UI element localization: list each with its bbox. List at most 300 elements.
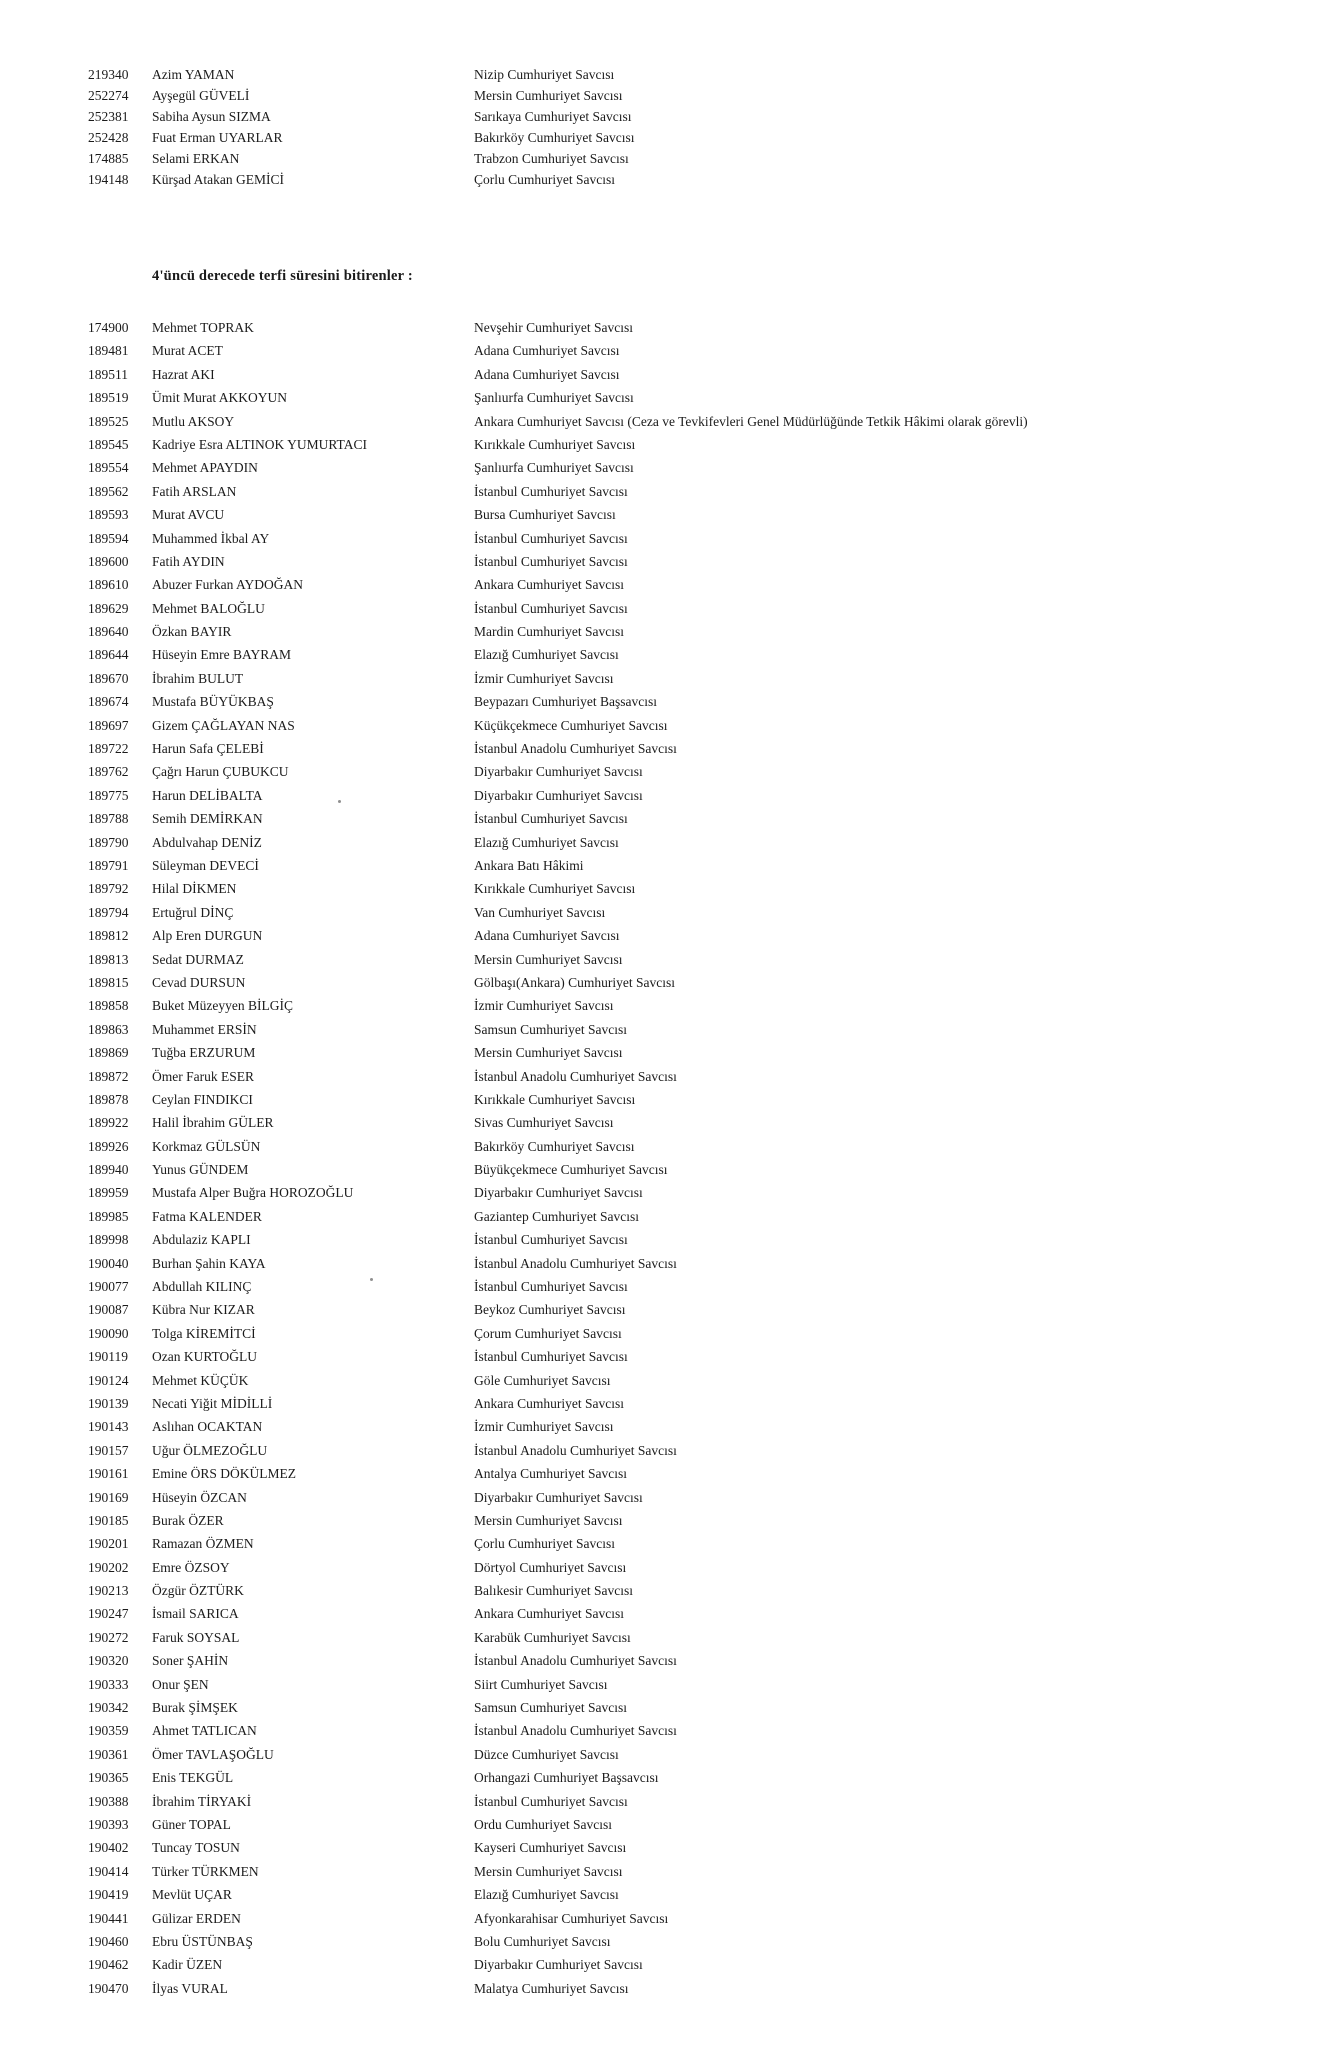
list-row <box>0 1065 1335 1088</box>
person-name: Harun DELİBALTA <box>152 787 263 803</box>
list-row <box>0 169 1335 190</box>
list-row <box>0 1743 1335 1766</box>
list-row <box>0 1602 1335 1625</box>
registry-number: 190143 <box>88 1419 129 1435</box>
list-row <box>0 1439 1335 1462</box>
list-row <box>0 690 1335 713</box>
person-title: Sarıkaya Cumhuriyet Savcısı <box>474 109 632 124</box>
list-row <box>0 901 1335 924</box>
registry-number: 189640 <box>88 624 129 640</box>
registry-number: 174885 <box>88 151 129 166</box>
person-title: İstanbul Cumhuriyet Savcısı <box>474 1793 628 1809</box>
registry-number: 189593 <box>88 507 129 523</box>
list-row <box>0 784 1335 807</box>
scan-artifact <box>338 800 341 803</box>
person-name: Abdulvahap DENİZ <box>152 834 262 850</box>
person-title: Orhangazi Cumhuriyet Başsavcısı <box>474 1770 659 1786</box>
list-row <box>0 831 1335 854</box>
person-name: Mustafa BÜYÜKBAŞ <box>152 694 274 710</box>
person-name: Ömer TAVLAŞOĞLU <box>152 1746 274 1762</box>
list-row <box>0 550 1335 573</box>
list-row <box>0 1345 1335 1368</box>
person-title: Çorum Cumhuriyet Savcısı <box>474 1325 622 1341</box>
person-name: Aslıhan OCAKTAN <box>152 1419 263 1435</box>
list-row <box>0 643 1335 666</box>
registry-number: 190247 <box>88 1606 129 1622</box>
person-title: Diyarbakır Cumhuriyet Savcısı <box>474 787 643 803</box>
list-row <box>0 527 1335 550</box>
person-title: Samsun Cumhuriyet Savcısı <box>474 1021 627 1037</box>
registry-number: 189922 <box>88 1115 129 1131</box>
person-name: Abdullah KILINÇ <box>152 1279 252 1295</box>
registry-number: 194148 <box>88 172 129 187</box>
section-heading: 4'üncü derecede terfi süresini bitirenler : <box>152 268 413 284</box>
person-title: Trabzon Cumhuriyet Savcısı <box>474 151 629 166</box>
registry-number: 190213 <box>88 1583 129 1599</box>
registry-number: 189644 <box>88 647 129 663</box>
person-title: Mersin Cumhuriyet Savcısı <box>474 1045 623 1061</box>
person-title: İstanbul Cumhuriyet Savcısı <box>474 1279 628 1295</box>
list-row <box>0 1673 1335 1696</box>
list-row <box>0 1977 1335 2000</box>
registry-number: 190320 <box>88 1653 129 1669</box>
promotion-list-top <box>0 64 1335 190</box>
list-row <box>0 148 1335 169</box>
person-title: İzmir Cumhuriyet Savcısı <box>474 998 614 1014</box>
registry-number: 190414 <box>88 1863 129 1879</box>
person-name: Özgür ÖZTÜRK <box>152 1583 244 1599</box>
registry-number: 189762 <box>88 764 129 780</box>
registry-number: 190161 <box>88 1466 129 1482</box>
person-name: Faruk SOYSAL <box>152 1629 240 1645</box>
registry-number: 190365 <box>88 1770 129 1786</box>
person-name: Burhan Şahin KAYA <box>152 1255 266 1271</box>
list-row <box>0 1275 1335 1298</box>
registry-number: 189674 <box>88 694 129 710</box>
person-title: İstanbul Cumhuriyet Savcısı <box>474 1232 628 1248</box>
list-row <box>0 877 1335 900</box>
person-name: Süleyman DEVECİ <box>152 857 259 873</box>
person-title: Küçükçekmece Cumhuriyet Savcısı <box>474 717 668 733</box>
person-title: Nizip Cumhuriyet Savcısı <box>474 67 615 82</box>
registry-number: 190157 <box>88 1442 129 1458</box>
person-name: Murat AVCU <box>152 507 225 523</box>
person-name: Hüseyin ÖZCAN <box>152 1489 247 1505</box>
person-name: Kadriye Esra ALTINOK YUMURTACI <box>152 436 367 452</box>
person-name: Çağrı Harun ÇUBUKCU <box>152 764 289 780</box>
list-row <box>0 410 1335 433</box>
person-title: İstanbul Anadolu Cumhuriyet Savcısı <box>474 1255 677 1271</box>
list-row <box>0 1322 1335 1345</box>
person-name: Özkan BAYIR <box>152 624 232 640</box>
person-name: Azim YAMAN <box>152 67 235 82</box>
registry-number: 189790 <box>88 834 129 850</box>
list-row <box>0 1181 1335 1204</box>
person-name: Uğur ÖLMEZOĞLU <box>152 1442 268 1458</box>
registry-number: 190393 <box>88 1817 129 1832</box>
person-name: Ramazan ÖZMEN <box>152 1536 254 1552</box>
list-row <box>0 1158 1335 1181</box>
person-title: Ankara Cumhuriyet Savcısı <box>474 1606 624 1622</box>
list-row <box>0 597 1335 620</box>
registry-number: 189610 <box>88 577 129 593</box>
list-row <box>0 667 1335 690</box>
list-row <box>0 106 1335 127</box>
registry-number: 190201 <box>88 1536 129 1552</box>
person-title: Göle Cumhuriyet Savcısı <box>474 1372 611 1388</box>
person-name: Tolga KİREMİTCİ <box>152 1325 256 1341</box>
person-title: İstanbul Anadolu Cumhuriyet Savcısı <box>474 741 677 757</box>
person-name: Gülizar ERDEN <box>152 1910 241 1926</box>
registry-number: 189697 <box>88 717 129 733</box>
person-title: Balıkesir Cumhuriyet Savcısı <box>474 1583 633 1599</box>
person-title: Mersin Cumhuriyet Savcısı <box>474 951 623 967</box>
list-row <box>0 971 1335 994</box>
person-title: İstanbul Cumhuriyet Savcısı <box>474 530 628 546</box>
person-title: Bakırköy Cumhuriyet Savcısı <box>474 130 635 145</box>
list-row <box>0 924 1335 947</box>
list-row <box>0 1509 1335 1532</box>
list-row <box>0 1626 1335 1649</box>
registry-number: 190077 <box>88 1279 129 1295</box>
list-row <box>0 1205 1335 1228</box>
registry-number: 189959 <box>88 1185 129 1201</box>
person-title: Diyarbakır Cumhuriyet Savcısı <box>474 1957 643 1973</box>
person-name: Güner TOPAL <box>152 1817 231 1832</box>
person-name: Ozan KURTOĞLU <box>152 1349 258 1365</box>
registry-number: 190359 <box>88 1723 129 1739</box>
person-name: İsmail SARICA <box>152 1606 239 1622</box>
person-title: Kırıkkale Cumhuriyet Savcısı <box>474 881 636 897</box>
person-name: Murat ACET <box>152 343 223 359</box>
person-name: Muhammed İkbal AY <box>152 530 270 546</box>
person-title: İstanbul Cumhuriyet Savcısı <box>474 1349 628 1365</box>
person-name: Abdulaziz KAPLI <box>152 1232 251 1248</box>
person-name: Ömer Faruk ESER <box>152 1068 254 1084</box>
list-row <box>0 1532 1335 1555</box>
list-row <box>0 573 1335 596</box>
person-name: Emine ÖRS DÖKÜLMEZ <box>152 1466 296 1482</box>
list-row <box>0 714 1335 737</box>
person-name: Gizem ÇAĞLAYAN NAS <box>152 717 295 733</box>
person-name: Yunus GÜNDEM <box>152 1162 249 1178</box>
person-title: Çorlu Cumhuriyet Savcısı <box>474 1536 615 1552</box>
registry-number: 252381 <box>88 109 129 124</box>
person-name: Ertuğrul DİNÇ <box>152 904 234 920</box>
person-title: İzmir Cumhuriyet Savcısı <box>474 1419 614 1435</box>
person-name: Mustafa Alper Buğra HOROZOĞLU <box>152 1185 354 1201</box>
person-name: Buket Müzeyyen BİLGİÇ <box>152 998 293 1014</box>
person-title: Dörtyol Cumhuriyet Savcısı <box>474 1559 627 1575</box>
list-row <box>0 1836 1335 1859</box>
registry-number: 190388 <box>88 1793 129 1809</box>
person-title: İstanbul Anadolu Cumhuriyet Savcısı <box>474 1723 677 1739</box>
list-row <box>0 1415 1335 1438</box>
person-name: Abuzer Furkan AYDOĞAN <box>152 577 303 593</box>
list-row <box>0 1228 1335 1251</box>
registry-number: 190202 <box>88 1559 129 1575</box>
list-row <box>0 1766 1335 1789</box>
person-title: Gölbaşı(Ankara) Cumhuriyet Savcısı <box>474 974 675 990</box>
person-title: Kayseri Cumhuriyet Savcısı <box>474 1840 627 1856</box>
person-title: İstanbul Cumhuriyet Savcısı <box>474 600 628 616</box>
person-title: Karabük Cumhuriyet Savcısı <box>474 1629 631 1645</box>
registry-number: 189481 <box>88 343 129 359</box>
person-name: İbrahim BULUT <box>152 670 244 686</box>
person-title: İstanbul Anadolu Cumhuriyet Savcısı <box>474 1653 677 1669</box>
list-row <box>0 807 1335 830</box>
list-row <box>0 1790 1335 1813</box>
person-name: Mutlu AKSOY <box>152 413 235 429</box>
registry-number: 189998 <box>88 1232 129 1248</box>
list-row <box>0 948 1335 971</box>
registry-number: 189812 <box>88 928 129 944</box>
list-row <box>0 456 1335 479</box>
person-name: Emre ÖZSOY <box>152 1559 230 1575</box>
list-row <box>0 1111 1335 1134</box>
person-title: Beykoz Cumhuriyet Savcısı <box>474 1302 626 1318</box>
person-name: Ebru ÜSTÜNBAŞ <box>152 1933 253 1949</box>
person-title: Bolu Cumhuriyet Savcısı <box>474 1933 611 1949</box>
list-row <box>0 1135 1335 1158</box>
person-name: Burak ÖZER <box>152 1512 224 1528</box>
list-row <box>0 433 1335 456</box>
person-title: Ankara Cumhuriyet Savcısı (Ceza ve Tevkifevleri Genel Müdürlüğünde Tetkik Hâkimi olarak görevli) <box>474 413 1028 429</box>
person-name: Halil İbrahim GÜLER <box>152 1115 274 1131</box>
registry-number: 190402 <box>88 1840 129 1856</box>
list-row <box>0 363 1335 386</box>
person-title: Beypazarı Cumhuriyet Başsavcısı <box>474 694 657 710</box>
person-title: Mersin Cumhuriyet Savcısı <box>474 88 623 103</box>
person-name: Tuncay TOSUN <box>152 1840 240 1856</box>
list-row <box>0 1813 1335 1836</box>
list-row <box>0 480 1335 503</box>
registry-number: 190124 <box>88 1372 129 1388</box>
registry-number: 189869 <box>88 1045 129 1061</box>
person-title: Diyarbakır Cumhuriyet Savcısı <box>474 764 643 780</box>
person-title: İstanbul Cumhuriyet Savcısı <box>474 811 628 827</box>
registry-number: 190040 <box>88 1255 129 1271</box>
person-title: Çorlu Cumhuriyet Savcısı <box>474 172 615 187</box>
person-title: İstanbul Cumhuriyet Savcısı <box>474 483 628 499</box>
person-title: Siirt Cumhuriyet Savcısı <box>474 1676 608 1692</box>
registry-number: 189545 <box>88 436 129 452</box>
person-title: Nevşehir Cumhuriyet Savcısı <box>474 320 633 335</box>
registry-number: 189813 <box>88 951 129 967</box>
list-row <box>0 1719 1335 1742</box>
registry-number: 189940 <box>88 1162 129 1178</box>
registry-number: 190169 <box>88 1489 129 1505</box>
person-name: Kübra Nur KIZAR <box>152 1302 255 1318</box>
registry-number: 190342 <box>88 1700 129 1716</box>
person-name: Cevad DURSUN <box>152 974 246 990</box>
person-title: Diyarbakır Cumhuriyet Savcısı <box>474 1185 643 1201</box>
person-name: Semih DEMİRKAN <box>152 811 263 827</box>
person-title: Şanlıurfa Cumhuriyet Savcısı <box>474 460 634 476</box>
registry-number: 189600 <box>88 553 129 569</box>
person-title: Kırıkkale Cumhuriyet Savcısı <box>474 1091 636 1107</box>
person-name: Türker TÜRKMEN <box>152 1863 259 1879</box>
person-title: Gaziantep Cumhuriyet Savcısı <box>474 1208 639 1224</box>
list-row <box>0 1930 1335 1953</box>
list-row <box>0 1369 1335 1392</box>
person-title: Mardin Cumhuriyet Savcısı <box>474 624 624 640</box>
person-title: Ankara Cumhuriyet Savcısı <box>474 577 624 593</box>
person-name: Fatma KALENDER <box>152 1208 262 1224</box>
registry-number: 189858 <box>88 998 129 1014</box>
person-title: Van Cumhuriyet Savcısı <box>474 904 606 920</box>
list-row <box>0 1883 1335 1906</box>
person-title: Elazığ Cumhuriyet Savcısı <box>474 834 619 850</box>
person-name: Hazrat AKI <box>152 366 215 382</box>
person-title: Adana Cumhuriyet Savcısı <box>474 928 620 944</box>
person-title: Adana Cumhuriyet Savcısı <box>474 366 620 382</box>
person-name: Hilal DİKMEN <box>152 881 237 897</box>
registry-number: 190460 <box>88 1933 129 1949</box>
person-name: Soner ŞAHİN <box>152 1653 229 1669</box>
registry-number: 189519 <box>88 390 129 406</box>
person-title: İstanbul Anadolu Cumhuriyet Savcısı <box>474 1442 677 1458</box>
registry-number: 189878 <box>88 1091 129 1107</box>
person-name: Mevlüt UÇAR <box>152 1887 232 1903</box>
list-row <box>0 64 1335 85</box>
list-row <box>0 339 1335 362</box>
person-name: Kürşad Atakan GEMİCİ <box>152 172 284 187</box>
person-title: Mersin Cumhuriyet Savcısı <box>474 1512 623 1528</box>
person-title: Ordu Cumhuriyet Savcısı <box>474 1817 612 1832</box>
registry-number: 190185 <box>88 1512 129 1528</box>
person-name: Hüseyin Emre BAYRAM <box>152 647 292 663</box>
list-row <box>0 1392 1335 1415</box>
registry-number: 190333 <box>88 1676 129 1692</box>
list-row <box>0 1252 1335 1275</box>
list-row <box>0 760 1335 783</box>
list-row <box>0 620 1335 643</box>
person-title: İstanbul Cumhuriyet Savcısı <box>474 553 628 569</box>
person-name: Tuğba ERZURUM <box>152 1045 256 1061</box>
registry-number: 190119 <box>88 1349 128 1365</box>
person-name: Fatih ARSLAN <box>152 483 237 499</box>
list-row <box>0 127 1335 148</box>
registry-number: 189629 <box>88 600 129 616</box>
person-name: İbrahim TİRYAKİ <box>152 1793 252 1809</box>
person-title: Sivas Cumhuriyet Savcısı <box>474 1115 614 1131</box>
registry-number: 189863 <box>88 1021 129 1037</box>
list-row <box>0 1041 1335 1064</box>
registry-number: 189670 <box>88 670 129 686</box>
person-title: Diyarbakır Cumhuriyet Savcısı <box>474 1489 643 1505</box>
list-row <box>0 503 1335 526</box>
registry-number: 189815 <box>88 974 129 990</box>
person-name: Selami ERKAN <box>152 151 240 166</box>
person-name: Onur ŞEN <box>152 1676 209 1692</box>
person-name: Harun Safa ÇELEBİ <box>152 741 264 757</box>
registry-number: 190361 <box>88 1746 129 1762</box>
list-row <box>0 1486 1335 1509</box>
person-title: Mersin Cumhuriyet Savcısı <box>474 1863 623 1879</box>
person-name: Ceylan FINDIKCI <box>152 1091 253 1107</box>
person-title: Elazığ Cumhuriyet Savcısı <box>474 647 619 663</box>
person-name: Korkmaz GÜLSÜN <box>152 1138 261 1154</box>
person-name: Ümit Murat AKKOYUN <box>152 390 287 406</box>
person-title: Bakırköy Cumhuriyet Savcısı <box>474 1138 635 1154</box>
person-title: Ankara Cumhuriyet Savcısı <box>474 1395 624 1411</box>
list-row <box>0 854 1335 877</box>
registry-number: 189791 <box>88 857 129 873</box>
promotion-list-fourth-degree <box>0 316 1335 2000</box>
person-name: Mehmet TOPRAK <box>152 320 254 335</box>
person-title: Malatya Cumhuriyet Savcısı <box>474 1980 629 1996</box>
person-title: Bursa Cumhuriyet Savcısı <box>474 507 616 523</box>
person-name: Fatih AYDIN <box>152 553 225 569</box>
person-name: Burak ŞİMŞEK <box>152 1700 238 1716</box>
person-name: İlyas VURAL <box>152 1980 228 1996</box>
person-title: İstanbul Anadolu Cumhuriyet Savcısı <box>474 1068 677 1084</box>
registry-number: 189511 <box>88 366 128 382</box>
person-name: Muhammet ERSİN <box>152 1021 257 1037</box>
registry-number: 190090 <box>88 1325 129 1341</box>
person-name: Necati Yiğit MİDİLLİ <box>152 1395 273 1411</box>
list-row <box>0 994 1335 1017</box>
registry-number: 189554 <box>88 460 129 476</box>
registry-number: 189562 <box>88 483 129 499</box>
list-row <box>0 386 1335 409</box>
list-row <box>0 1556 1335 1579</box>
registry-number: 189926 <box>88 1138 129 1154</box>
person-name: Ahmet TATLICAN <box>152 1723 257 1739</box>
list-row <box>0 1907 1335 1930</box>
registry-number: 190087 <box>88 1302 129 1318</box>
registry-number: 189794 <box>88 904 129 920</box>
registry-number: 190419 <box>88 1887 129 1903</box>
person-name: Mehmet KÜÇÜK <box>152 1372 249 1388</box>
list-row <box>0 1018 1335 1041</box>
list-row <box>0 85 1335 106</box>
registry-number: 190470 <box>88 1980 129 1996</box>
person-name: Mehmet BALOĞLU <box>152 600 265 616</box>
registry-number: 189722 <box>88 741 129 757</box>
registry-number: 190441 <box>88 1910 129 1926</box>
list-row <box>0 1696 1335 1719</box>
person-title: Adana Cumhuriyet Savcısı <box>474 343 620 359</box>
list-row <box>0 1298 1335 1321</box>
person-name: Alp Eren DURGUN <box>152 928 263 944</box>
registry-number: 252428 <box>88 130 129 145</box>
registry-number: 190462 <box>88 1957 129 1973</box>
list-row <box>0 1088 1335 1111</box>
list-row <box>0 1462 1335 1485</box>
person-title: İzmir Cumhuriyet Savcısı <box>474 670 614 686</box>
registry-number: 189594 <box>88 530 129 546</box>
person-title: Kırıkkale Cumhuriyet Savcısı <box>474 436 636 452</box>
person-title: Ankara Batı Hâkimi <box>474 857 584 873</box>
person-title: Antalya Cumhuriyet Savcısı <box>474 1466 627 1482</box>
list-row <box>0 1953 1335 1976</box>
registry-number: 190139 <box>88 1395 129 1411</box>
scan-artifact <box>370 1278 373 1281</box>
registry-number: 190272 <box>88 1629 129 1645</box>
registry-number: 189788 <box>88 811 129 827</box>
list-row <box>0 1649 1335 1672</box>
person-title: Afyonkarahisar Cumhuriyet Savcısı <box>474 1910 669 1926</box>
list-row <box>0 316 1335 339</box>
person-name: Sabiha Aysun SIZMA <box>152 109 271 124</box>
person-name: Kadir ÜZEN <box>152 1957 223 1973</box>
list-row <box>0 737 1335 760</box>
registry-number: 189792 <box>88 881 129 897</box>
person-name: Ayşegül GÜVELİ <box>152 88 250 103</box>
registry-number: 252274 <box>88 88 129 103</box>
